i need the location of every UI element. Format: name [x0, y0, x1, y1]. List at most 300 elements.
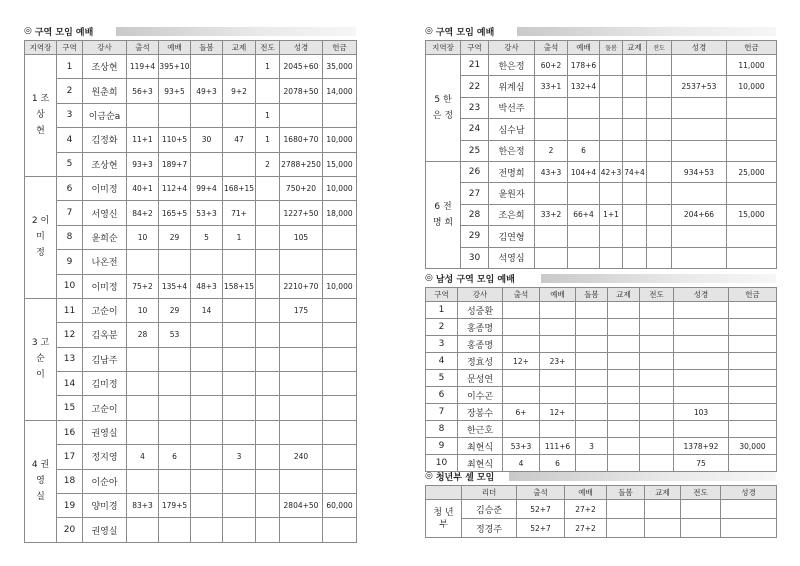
cell-care: 53+3 [191, 201, 223, 225]
cell-worship [568, 226, 600, 247]
cell-bible [280, 396, 323, 420]
header-cell: 출석 [503, 288, 540, 302]
cell-evangelism [640, 421, 674, 438]
cell-worship [159, 469, 191, 493]
cell-evangelism [256, 201, 280, 225]
cell-attendance: 6+ [503, 404, 540, 421]
table-row [426, 183, 777, 204]
cell-worship [159, 250, 191, 274]
cell-care: 14 [191, 298, 223, 322]
youth-attendance-table [425, 485, 777, 538]
table-row [426, 404, 777, 421]
header-blank-cell [426, 486, 462, 500]
cell-worship [540, 302, 576, 319]
table-row [25, 396, 357, 420]
cell-bible [672, 226, 727, 247]
cell-evangelism [647, 247, 672, 268]
cell-attendance: 93+3 [127, 152, 159, 176]
cell-fellowship [623, 204, 647, 225]
cell-leader: 홍종명 [458, 319, 503, 336]
cell-care [600, 140, 623, 161]
table-row [426, 353, 777, 370]
cell-fellowship [223, 372, 256, 396]
cell-fellowship [223, 55, 256, 79]
cell-evangelism [647, 226, 672, 247]
header-cell: 전도 [681, 486, 721, 500]
cell-offering [323, 396, 357, 420]
cell-offering [727, 140, 777, 161]
cell-evangelism [640, 319, 674, 336]
cell-leader: 한은정 [489, 140, 535, 161]
youth-label-cell: 청 년 부 [426, 500, 462, 538]
cell-offering: 60,000 [323, 494, 357, 518]
cell-group: 11 [57, 298, 83, 322]
cell-evangelism [640, 438, 674, 455]
cell-bible: 2210+70 [280, 274, 323, 298]
header-cell: 성경 [672, 41, 727, 55]
cell-offering [727, 119, 777, 140]
cell-leader: 원춘희 [83, 79, 127, 103]
right-attendance-table [425, 40, 777, 269]
cell-offering: 11,000 [727, 55, 777, 76]
cell-offering [323, 298, 357, 322]
region-leader-cell: 1 조 상 현 [25, 55, 57, 177]
cell-leader: 김연형 [489, 226, 535, 247]
cell-leader: 박선주 [489, 97, 535, 118]
cell-evangelism [647, 204, 672, 225]
cell-fellowship [608, 387, 640, 404]
cell-evangelism [256, 79, 280, 103]
cell-care [191, 469, 223, 493]
cell-fellowship [223, 494, 256, 518]
cell-fellowship [223, 469, 256, 493]
cell-leader: 최현식 [458, 438, 503, 455]
youth-section-title [425, 469, 776, 483]
cell-care [191, 518, 223, 542]
cell-attendance [127, 469, 159, 493]
cell-attendance [535, 119, 568, 140]
cell-offering [323, 469, 357, 493]
header-cell: 구역 [426, 288, 458, 302]
cell-group: 14 [57, 372, 83, 396]
cell-fellowship [223, 103, 256, 127]
cell-offering [729, 353, 777, 370]
cell-evangelism [256, 420, 280, 444]
cell-group: 15 [57, 396, 83, 420]
cell-care: 30 [191, 128, 223, 152]
cell-fellowship [623, 76, 647, 97]
cell-bible: 750+20 [280, 176, 323, 200]
cell-evangelism [640, 404, 674, 421]
cell-bible [672, 55, 727, 76]
cell-attendance [127, 396, 159, 420]
cell-group: 17 [57, 445, 83, 469]
table-header-row [25, 41, 357, 55]
youth-cell [607, 500, 645, 519]
cell-attendance: 28 [127, 323, 159, 347]
cell-leader: 권영실 [83, 420, 127, 444]
region-leader-cell: 4 권 영 실 [25, 420, 57, 542]
cell-evangelism [256, 176, 280, 200]
cell-group: 7 [426, 404, 458, 421]
cell-worship [159, 372, 191, 396]
cell-care [600, 226, 623, 247]
cell-care [191, 152, 223, 176]
cell-bible [672, 97, 727, 118]
cell-bible [672, 140, 727, 161]
cell-care [191, 323, 223, 347]
cell-evangelism [647, 97, 672, 118]
cell-evangelism [647, 119, 672, 140]
cell-fellowship: 158+15 [223, 274, 256, 298]
cell-bible [280, 250, 323, 274]
header-cell: 전도 [256, 41, 280, 55]
table-row [426, 140, 777, 161]
table-row [426, 204, 777, 225]
left-section-title [24, 24, 356, 38]
table-header-row [426, 41, 777, 55]
cell-worship: 53 [159, 323, 191, 347]
cell-attendance: 56+3 [127, 79, 159, 103]
cell-group: 28 [461, 204, 489, 225]
cell-attendance: 43+3 [535, 161, 568, 182]
men-title-text: 남성 구역 모임 예배 [435, 274, 515, 285]
cell-fellowship: 1 [223, 225, 256, 249]
cell-care [576, 302, 608, 319]
header-cell: 성경 [674, 288, 729, 302]
cell-bible [674, 387, 729, 404]
table-row [426, 421, 777, 438]
cell-fellowship [223, 518, 256, 542]
cell-evangelism: 1 [256, 128, 280, 152]
cell-bible [672, 247, 727, 268]
table-row [25, 103, 357, 127]
cell-care [600, 247, 623, 268]
cell-bible: 204+66 [672, 204, 727, 225]
cell-group: 30 [461, 247, 489, 268]
youth-cell [681, 500, 721, 519]
header-cell: 전도 [640, 288, 674, 302]
cell-fellowship [608, 421, 640, 438]
cell-attendance [535, 97, 568, 118]
cell-worship [540, 319, 576, 336]
cell-care [191, 396, 223, 420]
cell-worship: 29 [159, 298, 191, 322]
cell-care [576, 370, 608, 387]
cell-group: 20 [57, 518, 83, 542]
header-cell: 교제 [623, 41, 647, 55]
cell-attendance: 4 [503, 455, 540, 472]
cell-worship: 132+4 [568, 76, 600, 97]
cell-leader: 심수남 [489, 119, 535, 140]
cell-worship: 165+5 [159, 201, 191, 225]
cell-leader: 김미정 [83, 372, 127, 396]
cell-care [191, 445, 223, 469]
youth-cell: 김승준 [462, 500, 517, 519]
cell-leader: 나온전 [83, 250, 127, 274]
youth-cell: 52+7 [517, 519, 565, 538]
header-cell: 구역 [461, 41, 489, 55]
table-row [426, 55, 777, 76]
cell-leader: 조상현 [83, 55, 127, 79]
cell-worship [540, 336, 576, 353]
cell-offering [727, 226, 777, 247]
cell-bible [674, 370, 729, 387]
cell-fellowship [223, 298, 256, 322]
table-row [25, 176, 357, 200]
youth-cell: 52+7 [517, 500, 565, 519]
header-cell: 전도 [647, 41, 672, 55]
table-row [25, 372, 357, 396]
cell-fellowship [623, 247, 647, 268]
cell-worship: 6 [540, 455, 576, 472]
cell-group: 8 [57, 225, 83, 249]
cell-worship: 112+4 [159, 176, 191, 200]
cell-group: 19 [57, 494, 83, 518]
cell-bible [674, 319, 729, 336]
table-row [426, 97, 777, 118]
cell-bible: 1378+92 [674, 438, 729, 455]
cell-care [191, 372, 223, 396]
cell-leader: 고순이 [83, 396, 127, 420]
cell-evangelism [640, 387, 674, 404]
cell-bible [280, 323, 323, 347]
table-row [426, 226, 777, 247]
cell-offering [323, 103, 357, 127]
cell-attendance [127, 518, 159, 542]
region-leader-cell: 5 한 은 정 [426, 55, 461, 162]
cell-attendance [535, 183, 568, 204]
men-section-title [425, 271, 776, 285]
cell-fellowship: 74+4 [623, 161, 647, 182]
cell-fellowship [608, 302, 640, 319]
table-row [25, 128, 357, 152]
cell-bible: 75 [674, 455, 729, 472]
cell-worship [568, 183, 600, 204]
cell-leader: 조상현 [83, 152, 127, 176]
cell-offering: 10,000 [323, 128, 357, 152]
cell-worship: 104+4 [568, 161, 600, 182]
cell-leader: 이미정 [83, 274, 127, 298]
cell-attendance: 60+2 [535, 55, 568, 76]
cell-care: 42+3 [600, 161, 623, 182]
cell-evangelism [256, 347, 280, 371]
header-cell: 성경 [280, 41, 323, 55]
header-cell: 교제 [645, 486, 681, 500]
cell-worship [159, 347, 191, 371]
cell-bible [280, 103, 323, 127]
header-cell: 돌봄 [607, 486, 645, 500]
cell-care [600, 119, 623, 140]
table-row [426, 76, 777, 97]
cell-bible [280, 372, 323, 396]
cell-group: 29 [461, 226, 489, 247]
header-cell: 예배 [540, 288, 576, 302]
header-cell: 헌금 [727, 41, 777, 55]
cell-leader: 이수곤 [458, 387, 503, 404]
cell-bible [280, 347, 323, 371]
cell-evangelism [647, 140, 672, 161]
cell-evangelism [640, 302, 674, 319]
cell-evangelism [256, 274, 280, 298]
cell-attendance: 11+1 [127, 128, 159, 152]
header-cell: 출석 [127, 41, 159, 55]
table-row [25, 274, 357, 298]
cell-evangelism [640, 353, 674, 370]
youth-cell [681, 519, 721, 538]
table-header-row [426, 288, 777, 302]
cell-care [600, 76, 623, 97]
cell-attendance: 2 [535, 140, 568, 161]
cell-bible: 2537+53 [672, 76, 727, 97]
cell-group: 3 [57, 103, 83, 127]
cell-group: 25 [461, 140, 489, 161]
cell-attendance: 33+1 [535, 76, 568, 97]
cell-worship: 111+6 [540, 438, 576, 455]
cell-care [191, 494, 223, 518]
cell-offering: 35,000 [323, 55, 357, 79]
cell-worship: 93+5 [159, 79, 191, 103]
table-row [25, 152, 357, 176]
cell-attendance [503, 302, 540, 319]
cell-worship [159, 103, 191, 127]
cell-group: 6 [57, 176, 83, 200]
cell-group: 4 [57, 128, 83, 152]
cell-care [600, 55, 623, 76]
cell-worship [540, 387, 576, 404]
cell-leader: 정효성 [458, 353, 503, 370]
cell-care: 1+1 [600, 204, 623, 225]
cell-fellowship [223, 250, 256, 274]
table-row [426, 247, 777, 268]
cell-worship: 23+ [540, 353, 576, 370]
youth-cell [645, 519, 681, 538]
cell-group: 6 [426, 387, 458, 404]
header-cell: 돌봄 [600, 41, 623, 55]
cell-attendance: 33+2 [535, 204, 568, 225]
cell-attendance: 10 [127, 298, 159, 322]
cell-group: 22 [461, 76, 489, 97]
header-cell: 예배 [159, 41, 191, 55]
title-bar [116, 27, 356, 36]
cell-worship [159, 518, 191, 542]
cell-offering [323, 347, 357, 371]
cell-offering: 25,000 [727, 161, 777, 182]
cell-worship: 179+5 [159, 494, 191, 518]
cell-group: 23 [461, 97, 489, 118]
cell-group: 10 [57, 274, 83, 298]
cell-leader: 한은정 [489, 55, 535, 76]
cell-attendance: 84+2 [127, 201, 159, 225]
cell-evangelism [256, 323, 280, 347]
cell-attendance [503, 387, 540, 404]
cell-care [576, 353, 608, 370]
cell-offering: 10,000 [727, 76, 777, 97]
cell-fellowship [623, 140, 647, 161]
header-cell: 지역장 [426, 41, 461, 55]
cell-care: 48+3 [191, 274, 223, 298]
cell-fellowship [608, 438, 640, 455]
cell-attendance: 83+3 [127, 494, 159, 518]
cell-fellowship [223, 396, 256, 420]
table-row [25, 225, 357, 249]
title-bar [509, 472, 776, 481]
cell-worship: 135+4 [159, 274, 191, 298]
cell-fellowship [608, 319, 640, 336]
cell-bible: 2078+50 [280, 79, 323, 103]
cell-group: 8 [426, 421, 458, 438]
cell-attendance [503, 421, 540, 438]
cell-evangelism [256, 250, 280, 274]
cell-group: 24 [461, 119, 489, 140]
cell-evangelism: 1 [256, 55, 280, 79]
cell-leader: 김남주 [83, 347, 127, 371]
cell-care [191, 250, 223, 274]
cell-bible [674, 421, 729, 438]
cell-group: 5 [57, 152, 83, 176]
cell-leader: 전명희 [489, 161, 535, 182]
cell-bible: 934+53 [672, 161, 727, 182]
cell-attendance: 119+4 [127, 55, 159, 79]
cell-offering: 10,000 [323, 176, 357, 200]
cell-fellowship [608, 404, 640, 421]
cell-bible: 2045+60 [280, 55, 323, 79]
cell-offering [729, 302, 777, 319]
cell-care [600, 97, 623, 118]
cell-worship: 6 [159, 445, 191, 469]
cell-offering [729, 319, 777, 336]
cell-leader: 문성연 [458, 370, 503, 387]
cell-leader: 서영신 [83, 201, 127, 225]
table-row [426, 519, 777, 538]
table-row [426, 302, 777, 319]
cell-evangelism [256, 225, 280, 249]
cell-evangelism [647, 55, 672, 76]
cell-group: 7 [57, 201, 83, 225]
cell-bible [672, 183, 727, 204]
cell-leader: 홍종명 [458, 336, 503, 353]
cell-evangelism [647, 76, 672, 97]
cell-evangelism: 2 [256, 152, 280, 176]
cell-worship [540, 370, 576, 387]
table-row [25, 250, 357, 274]
youth-cell: 정경주 [462, 519, 517, 538]
header-cell: 돌봄 [576, 288, 608, 302]
cell-bible: 103 [674, 404, 729, 421]
title-bar [541, 274, 776, 283]
cell-attendance [127, 250, 159, 274]
bullet-circle-icon: ◎ [24, 26, 32, 36]
header-cell: 돌봄 [191, 41, 223, 55]
cell-fellowship: 3 [223, 445, 256, 469]
cell-leader: 윤희순 [83, 225, 127, 249]
cell-group: 5 [426, 370, 458, 387]
cell-offering: 10,000 [323, 274, 357, 298]
cell-bible: 1680+70 [280, 128, 323, 152]
youth-cell [607, 519, 645, 538]
table-row [426, 387, 777, 404]
left-attendance-table [24, 40, 357, 543]
cell-offering: 15,000 [323, 152, 357, 176]
cell-group: 1 [426, 302, 458, 319]
cell-worship: 6 [568, 140, 600, 161]
table-row [25, 445, 357, 469]
cell-care [191, 103, 223, 127]
table-row [25, 347, 357, 371]
cell-fellowship [623, 97, 647, 118]
cell-worship: 12+ [540, 404, 576, 421]
header-cell: 리더 [462, 486, 517, 500]
